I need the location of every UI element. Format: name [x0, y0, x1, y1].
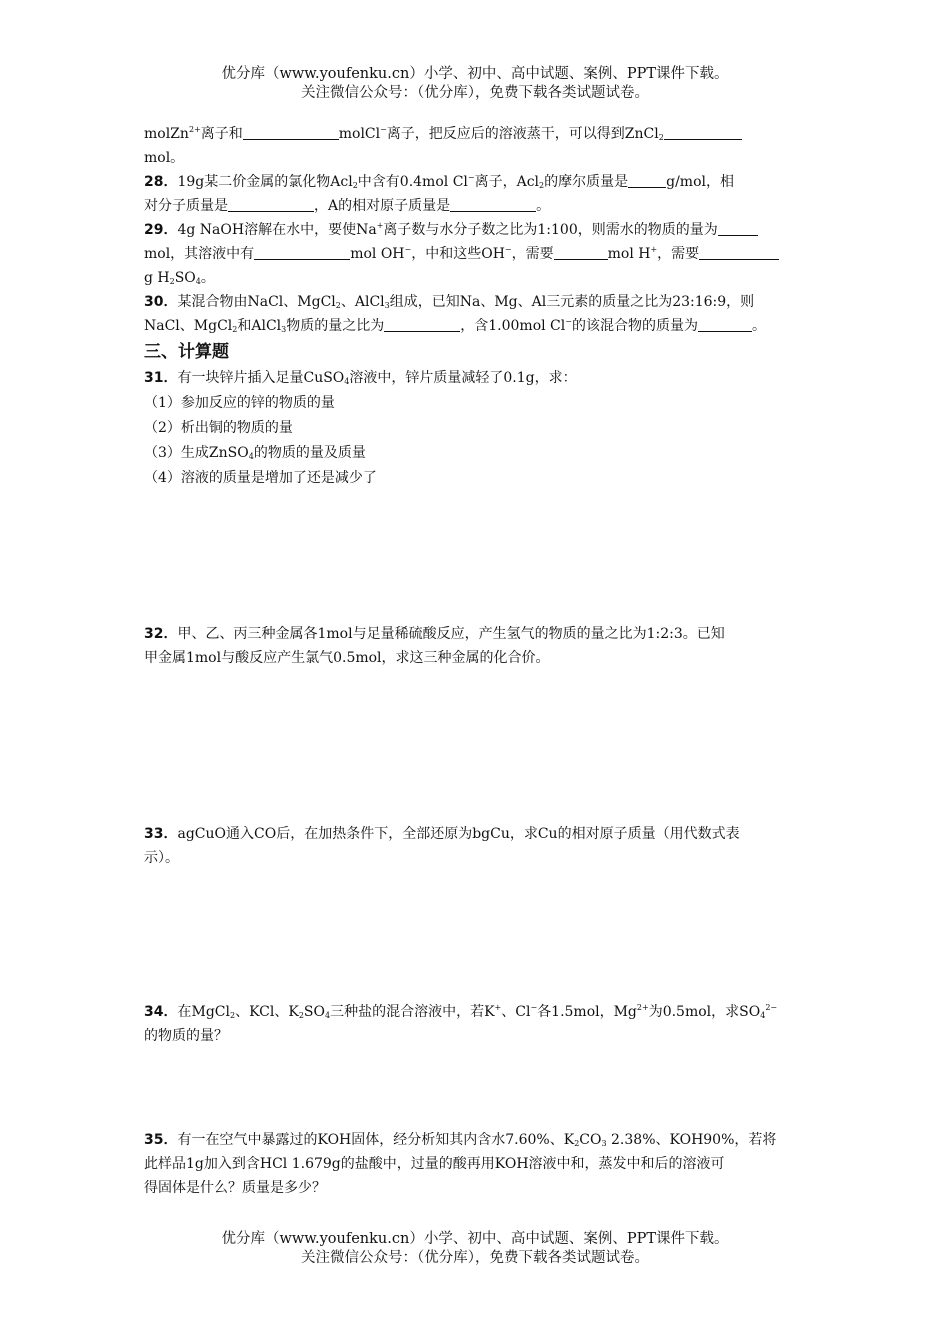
- answer-blank: [254, 244, 350, 260]
- answer-blank: [628, 172, 666, 188]
- q33-line-2: 示）。: [144, 850, 179, 866]
- footer-line-2: 关注微信公众号：（优分库），免费下载各类试题试卷。: [301, 1250, 649, 1266]
- q35-line-3: 得固体是什么？质量是多少？: [144, 1180, 326, 1196]
- q31-part-4: （4）溶液的质量是增加了还是减少了: [144, 470, 377, 486]
- answer-blank: [384, 316, 460, 332]
- question-32: 32．甲、乙、丙三种金属各1mol与足量稀硫酸反应，产生氢气的物质的量之比为1:2:3。已知: [144, 626, 725, 642]
- question-33: 33．agCuO通入CO后，在加热条件下，全部还原为bgCu，求Cu的相对原子质量（用代数式表: [144, 826, 740, 842]
- page-footer: [0, 1230, 950, 1268]
- answer-blank: [450, 196, 536, 212]
- question-28: 28．19g某二价金属的氯化物Acl$_2$中含有0.4mol Cl−离子，Acl$_2$的摩尔质量是 g/mol，相: [144, 173, 734, 190]
- q31-part-2: （2）析出铜的物质的量: [144, 420, 293, 436]
- q30-line-2: NaCl、MgCl$_2$和AlCl$_3$物质的量之比为 ，含1.00mol Cl−的该混合物的质量为 。: [144, 317, 766, 334]
- question-35: 35．有一在空气中暴露过的KOH固体，经分析知其内含水7.60%、$K_2CO_3$ 2.38%、KOH90%，若将: [144, 1132, 777, 1148]
- header-line-1: 优分库（www.youfenku.cn）小学、初中、高中试题、案例、PPT课件下载。: [221, 66, 729, 82]
- q32-line-2: 甲金属1mol与酸反应产生氯气0.5mol，求这三种金属的化合价。: [144, 650, 550, 666]
- question-29: 29．4g NaOH溶解在水中，要使Na+离子数与水分子数之比为1:100，则需水的物质的量为: [144, 218, 806, 242]
- answer-blank: [698, 316, 752, 332]
- answer-blank: [699, 244, 779, 260]
- document-body: [144, 122, 806, 1200]
- question-31: 31．有一块锌片插入足量CuSO$_4$溶液中，锌片质量减轻了0.1g，求：: [144, 370, 577, 386]
- question-30: 30．某混合物由NaCl、MgCl$_2$、AlCl$_3$组成，已知Na、Mg、Al三元素的质量之比为23:16:9，则: [144, 294, 755, 310]
- q31-part-3: （3）生成ZnSO$_4$的物质的量及质量: [144, 445, 366, 461]
- question-34: 34．在MgCl$_2$、KCl、$K_2SO_4$三种盐的混合溶液中，若K+、Cl−各1.5mol，$Mg^{2+}$为0.5mol，求$SO_4^{2-}$: [144, 1003, 778, 1020]
- answer-blank: [554, 244, 608, 260]
- answer-blank: [664, 124, 742, 140]
- page-header: [0, 65, 950, 103]
- answer-blank: [228, 196, 314, 212]
- answer-blank: [243, 124, 339, 140]
- section-title: 三、计算题: [144, 342, 229, 362]
- q28-line-2: 对分子质量是 ，A的相对原子质量是 。: [144, 198, 551, 214]
- q27-line-1: molZn$^{2+}$离子和 molCl−离子，把反应后的溶液蒸干，可以得到ZnCl$_2$: [144, 122, 806, 146]
- q35-line-2: 此样品1g加入到含HCl 1.679g的盐酸中，过量的酸再用KOH溶液中和，蒸发中和后的溶液可: [144, 1156, 725, 1172]
- q29-line-2: mol，其溶液中有 mol OH−，中和这些OH−，需要 mol H+，需要: [144, 242, 806, 266]
- header-line-2: 关注微信公众号：（优分库），免费下载各类试题试卷。: [301, 85, 649, 101]
- q29-line-3: g $H_2SO_4$。: [144, 270, 215, 286]
- q34-line-2: 的物质的量？: [144, 1028, 228, 1044]
- q27-line-2: mol。: [144, 150, 185, 166]
- q31-part-1: （1）参加反应的锌的物质的量: [144, 395, 335, 411]
- footer-line-1: 优分库（www.youfenku.cn）小学、初中、高中试题、案例、PPT课件下载。: [221, 1231, 729, 1247]
- answer-blank: [718, 220, 758, 236]
